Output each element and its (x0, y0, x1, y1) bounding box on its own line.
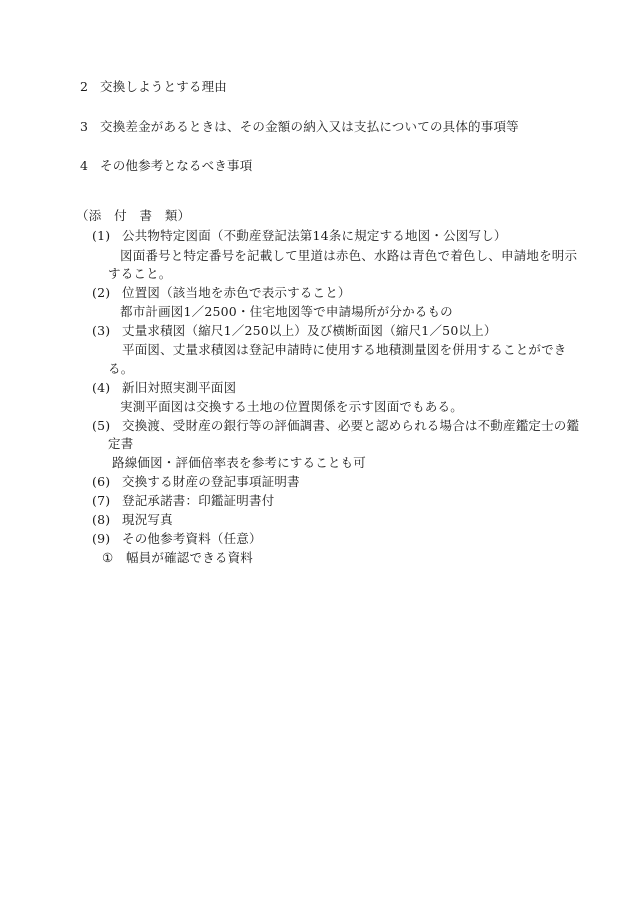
item-title-continuation: 定書 (108, 436, 134, 451)
item-title: 丈量求積図（縮尺1／250以上）及び横断面図（縮尺1／50以上） (122, 323, 497, 338)
item-number: (7) (92, 493, 111, 508)
section-number: 3 (80, 119, 89, 134)
item-title: その他参考資料（任意） (122, 531, 262, 546)
item-title: 交換渡、受財産の銀行等の評価調書、必要と認められる場合は不動産鑑定士の鑑 (122, 418, 580, 433)
item-title: 交換する財産の登記事項証明書 (122, 474, 300, 489)
section-4 (80, 160, 252, 173)
item-number: (5) (92, 418, 111, 433)
section-text: 交換差金があるときは、その金額の納入又は支払についての具体的事項等 (100, 119, 519, 134)
attachment-item-8 (92, 514, 173, 527)
section-2 (80, 81, 227, 94)
attachment-item-3 (92, 325, 497, 338)
section-number: 2 (80, 79, 89, 94)
item-number: (6) (92, 474, 111, 489)
attachments-heading: （添 付 書 類） (76, 208, 191, 223)
attachment-item-9 (92, 533, 262, 546)
sub-item-text: 幅員が確認できる資料 (126, 550, 254, 565)
item-number: (4) (92, 380, 111, 395)
item-note: 路線価図・評価倍率表を参考にすることも可 (112, 455, 367, 470)
item-number: (8) (92, 512, 111, 527)
item-number: (3) (92, 323, 111, 338)
attachment-item-1 (92, 230, 507, 243)
item-title: 公共物特定図面（不動産登記法第14条に規定する地図・公図写し） (122, 228, 507, 243)
section-text: 交換しようとする理由 (100, 79, 228, 94)
sub-item-number: ① (102, 550, 114, 565)
section-number: 4 (80, 158, 89, 173)
item-number: (9) (92, 531, 111, 546)
item-number: (1) (92, 228, 111, 243)
item-note: すること。 (108, 266, 172, 281)
attachment-item-4 (92, 382, 236, 395)
item-note: る。 (108, 361, 134, 376)
attachment-item-2 (92, 287, 351, 300)
item-note: 平面図、丈量求積図は登記申請時に使用する地積測量図を併用することができ (122, 342, 567, 357)
attachment-item-5 (92, 420, 579, 433)
item-number: (2) (92, 285, 111, 300)
item-title: 位置図（該当地を赤色で表示すること） (122, 285, 351, 300)
attachment-item-7 (92, 495, 274, 508)
section-3 (80, 121, 519, 134)
item-note: 都市計画図1／2500・住宅地図等で申請場所が分かるもの (120, 304, 453, 319)
item-title: 現況写真 (122, 512, 173, 527)
item-title: 登記承諾書：印鑑証明書付 (122, 493, 275, 508)
section-text: その他参考となるべき事項 (100, 158, 253, 173)
item-title: 新旧対照実測平面図 (122, 380, 237, 395)
item-note: 実測平面図は交換する土地の位置関係を示す図面でもある。 (120, 399, 463, 414)
attachment-item-6 (92, 476, 300, 489)
sub-item-1 (102, 552, 253, 565)
item-note: 図面番号と特定番号を記載して里道は赤色、水路は青色で着色し、申請地を明示 (120, 248, 578, 263)
